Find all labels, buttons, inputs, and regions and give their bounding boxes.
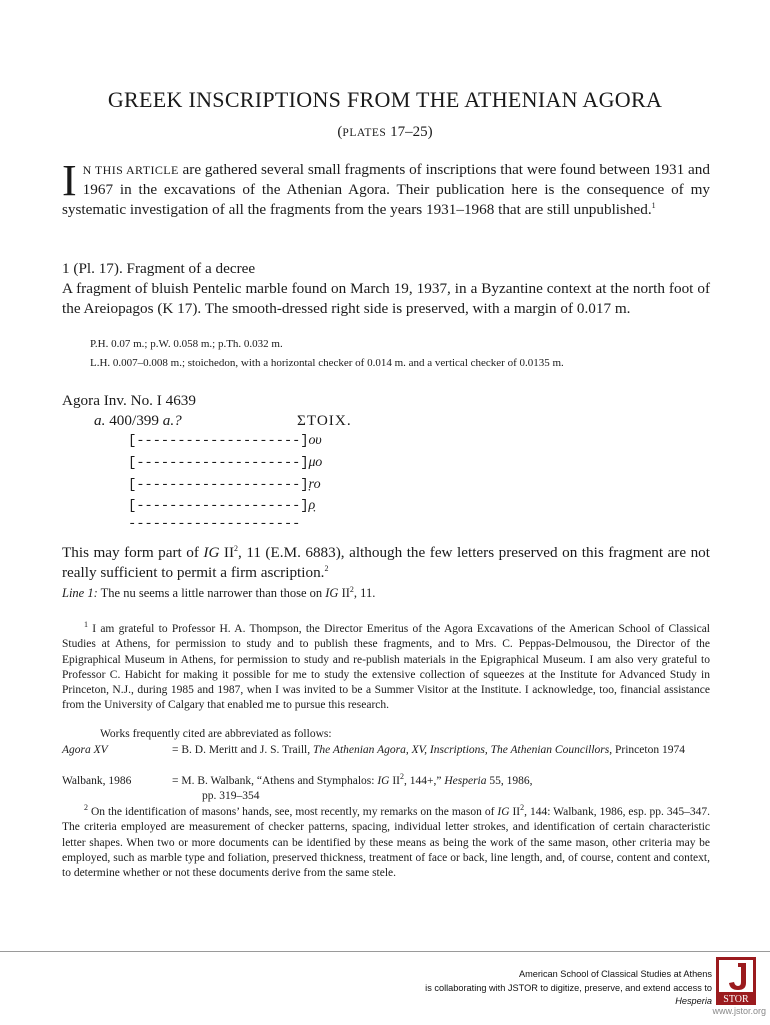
stoichedon-label: ΣΤΟΙΧ. bbox=[297, 412, 352, 429]
article-title: GREEK INSCRIPTIONS FROM THE ATHENIAN AGORA bbox=[107, 87, 663, 112]
footer-text: American School of Classical Studies at Athens is collaborating with JSTOR to digitize, preserve, and extend access to Hesperia bbox=[425, 968, 712, 1009]
inventory-number: Agora Inv. No. I 4639 bbox=[62, 392, 196, 409]
commentary-paragraph: This may form part of IG $II^2$, 11 (E.M. 6883), although the few letters preserved on this fragment are not really sufficient to permit a firm ascription.$^2$ bbox=[62, 543, 710, 581]
footnote-ref-1[interactable]: 1 bbox=[651, 200, 656, 210]
inscription-date: a. 400/399 a.? bbox=[94, 412, 182, 429]
entry-heading: 1 (Pl. 17). Fragment of a decree bbox=[62, 260, 256, 277]
footnote-1: $^1$ I am grateful to Professor H. A. Thompson, the Director Emeritus of the Agora Excavations of the American School of Classical Studies at Athens, for permission to study and to publish these fragments, and to Mrs. C. Peppas-Delmousou, the Director of the Epigraphical Museum in Athens, for permission to study and re-publish materials in the Epigraphical Museum. I am also very grateful to Professor C. Habicht for making it possible for me to study the extensive collection of squeezes at the Institute for Advanced Study in Princeton, N.J., during 1985 and 1987, when I was invited to be a Summer Visitor at the Institute. I acknowledge, too, financial assistance from the University of Calgary that enabled me to pursue this research. bbox=[62, 620, 710, 712]
inscription-line: [--------------------]ρ̣ bbox=[128, 498, 315, 514]
logo-wordmark: STOR bbox=[723, 994, 749, 1005]
footnote-2: $^2$ On the identification of masons’ hands, see, most recently, my remarks on the mason of IG $II^2$, 144: Walbank, 1986, esp. pp. 345–347. The criteria employed are measurement of checker patterns, spacing, individual letter strokes, and identification of certain characteristic letter shapes. When two or more documents can be identified by these means as being the work of the same mason, other criteria may be employed, such as marble type and foliation, preserved thickness, treatment of face or back, line length, and, of course, content and context, to determine whether or not these documents derive from the same stele. bbox=[62, 803, 711, 880]
entry-description: A fragment of bluish Pentelic marble found on March 19, 1937, in a Byzantine context at the north foot of the Areiopagos (K 17). The smooth-dressed right side is preserved, with a margin of 0.017 m. bbox=[62, 280, 710, 317]
abbreviation-agora-xv: Agora XV = B. D. Meritt and J. S. Traill, The Athenian Agora, XV, Inscriptions, The Athenian Councillors, Princeton 1974 bbox=[62, 744, 685, 756]
measurements-dimensions: P.H. 0.07 m.; p.W. 0.058 m.; p.Th. 0.032 m. bbox=[90, 338, 283, 350]
line-note: Line 1: The nu seems a little narrower than those on IG $II^2$, 11. bbox=[62, 584, 376, 600]
jstor-url[interactable]: www.jstor.org bbox=[712, 1006, 766, 1016]
measurements-letters: L.H. 0.007–0.008 m.; stoichedon, with a horizontal checker of 0.014 m. and a vertical checker of 0.0135 m. bbox=[90, 357, 564, 369]
jstor-logo-icon[interactable] bbox=[716, 957, 756, 1005]
intro-paragraph: I N THIS ARTICLE are gathered several small fragments of inscriptions that were found between 1931 and 1967 in the excavations of the Athenian Agora. Their publication here is the consequence of my systematic investigation of all the fragments from the years 1931–1968 that are still unpublished.$^1$ bbox=[62, 156, 710, 218]
abbreviation-walbank-1986: Walbank, 1986 = M. B. Walbank, “Athens and Stymphalos: IG $II^2$, 144+,” Hesperia 55, 1986, pp. 319–354 bbox=[62, 772, 533, 803]
intro-smallcaps: N THIS ARTICLE bbox=[82, 163, 179, 177]
journal-link[interactable]: Hesperia bbox=[675, 996, 712, 1006]
inscription-line: [--------------------]ṛο bbox=[128, 477, 321, 493]
drop-cap: I bbox=[62, 156, 77, 205]
works-cited-intro: Works frequently cited are abbreviated as follows: bbox=[100, 728, 332, 740]
jstor-footer bbox=[0, 951, 770, 1025]
plates-label: PLATES bbox=[342, 127, 387, 139]
inscription-line: --------------------- bbox=[128, 516, 301, 532]
footnote-ref-2[interactable]: 2 bbox=[324, 563, 329, 573]
plates-reference: (PLATES 17–25) bbox=[337, 124, 433, 140]
inscription-line: [--------------------]μο bbox=[128, 455, 323, 471]
inscription-line: [--------------------]ου bbox=[128, 433, 322, 449]
